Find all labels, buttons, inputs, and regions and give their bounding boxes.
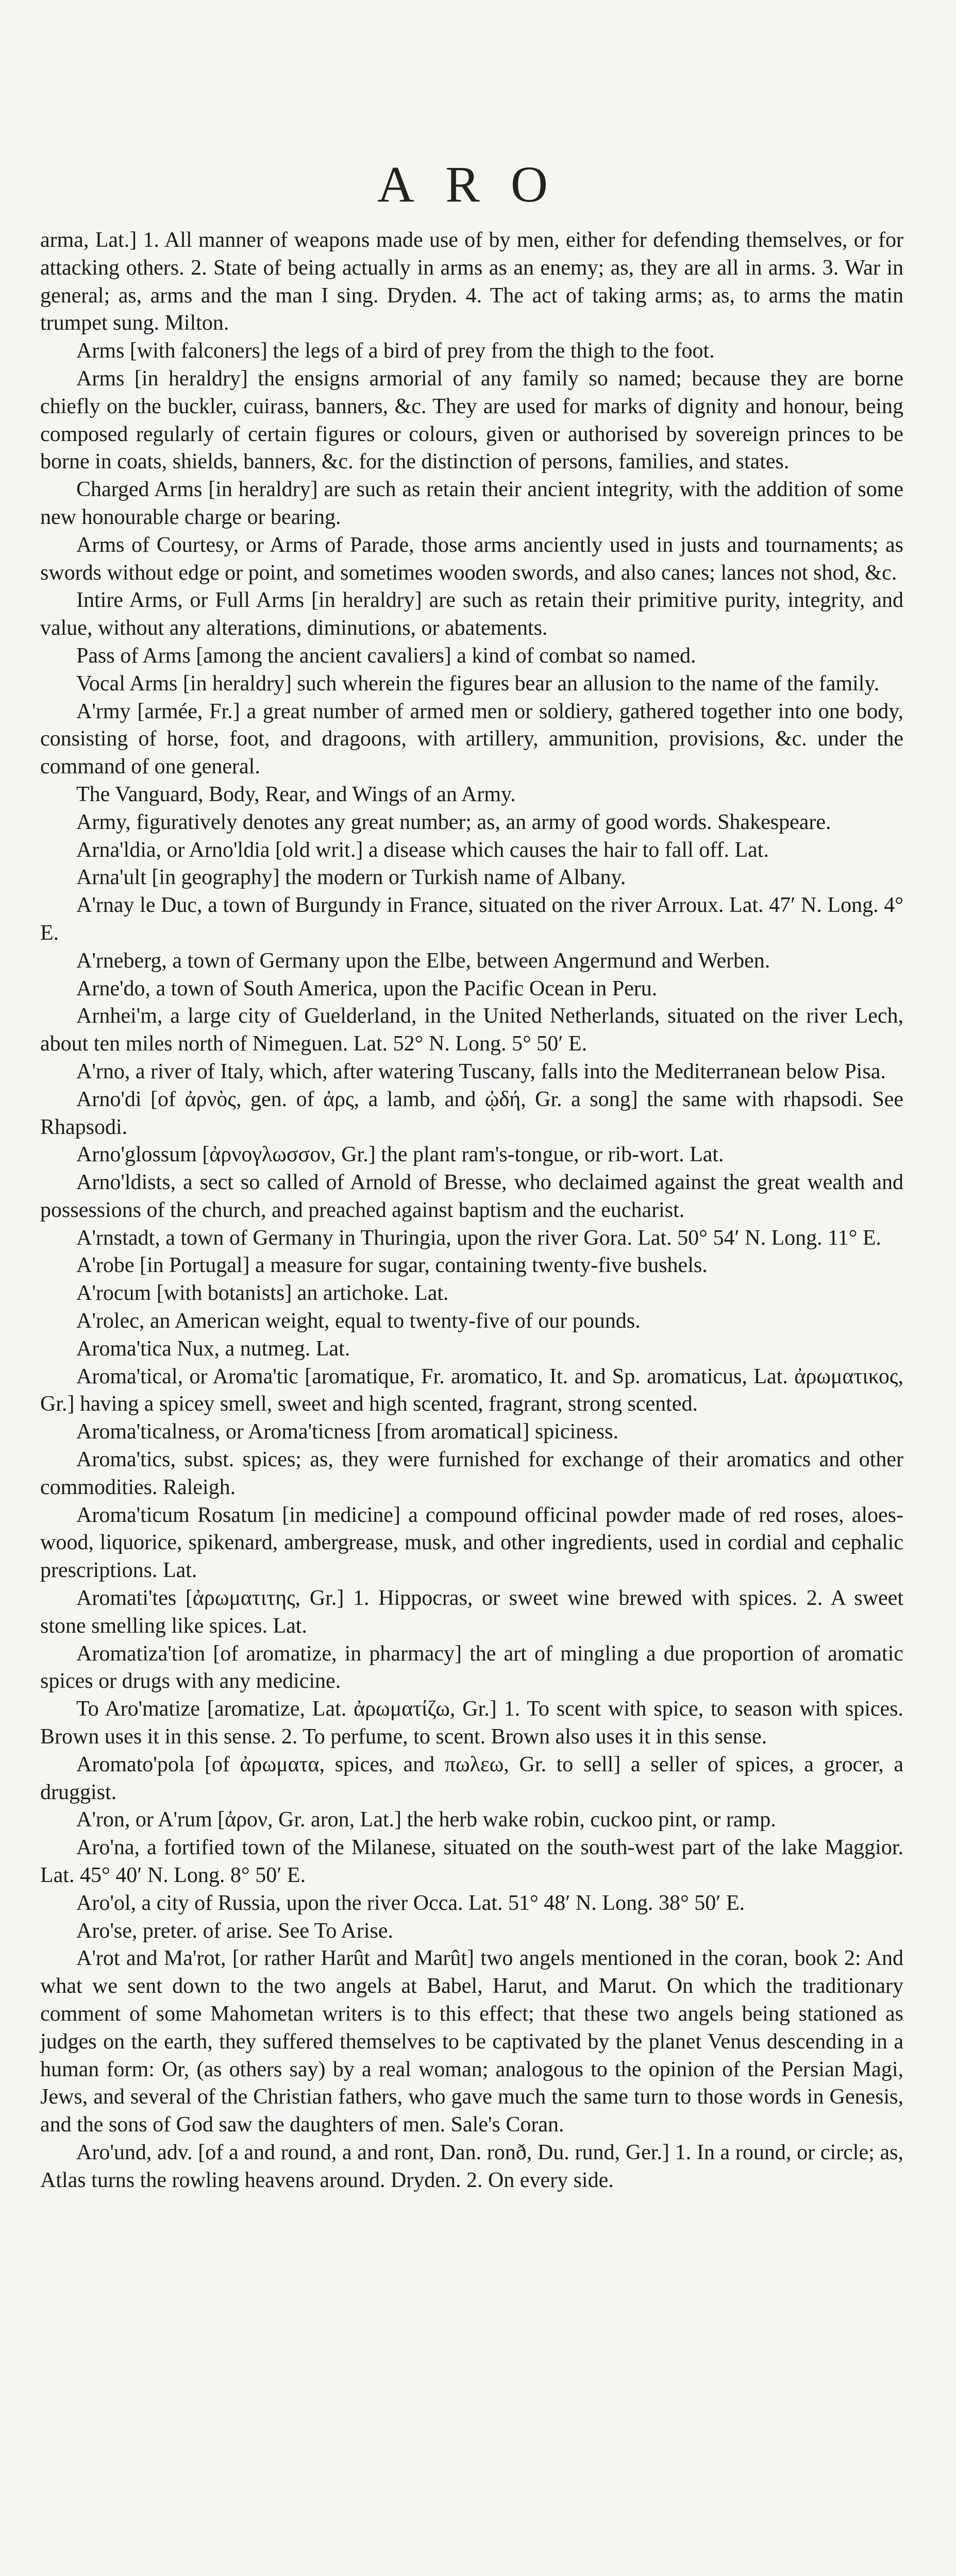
entry-aromatics: Aroma'tics, subst. spices; as, they were furnished for exchange of their aromatics and other commodities. Raleigh. <box>40 1448 903 1499</box>
entry-army: A'rmy [armée, Fr.] a great number of armed men or soldiery, gathered together into one body, consisting of horse, foot, and dragoons, with artillery, ammunition, provisions, &c. under the command of one general. <box>40 699 903 779</box>
entries-column <box>40 227 903 2195</box>
entry-arnoglossum: Arno'glossum [ἀρνογλωσσον, Gr.] the plant ram's-tongue, or rib-wort. Lat. <box>76 1143 724 1167</box>
entry-arms-of-courtesy: Arms of Courtesy, or Arms of Parade, those arms anciently used in justs and tournaments; as swords without edge or point, and sometimes wooden swords, and also canes; lances not shod, &c. <box>40 533 903 585</box>
entry-arms-heraldry: Arms [in heraldry] the ensigns armorial of any family so named; because they are borne chiefly on the buckler, cuirass, banners, &c. They are used for marks of dignity and honour, being composed regularly of certain figures or colours, given or authorised by sovereign princes to be borne in coats, shields, banners, &c. for the distinction of persons, families, and states. <box>40 366 903 474</box>
entry-aromatica-nux: Aroma'tica Nux, a nutmeg. Lat. <box>76 1336 350 1361</box>
entry-aron: A'ron, or A'rum [ἀρον, Gr. aron, Lat.] the herb wake robin, cuckoo pint, or ramp. <box>76 1808 776 1832</box>
entry-aromatical: Aroma'tical, or Aroma'tic [aromatique, Fr. aromatico, It. and Sp. aromaticus, Lat. ἀρωματικος, Gr.] having a spicey smell, sweet and high scented, fragrant, strong scented. <box>40 1364 903 1416</box>
entry-arms-continued: arma, Lat.] 1. All manner of weapons made use of by men, either for defending themselves, or for attacking others. 2. State of being actually in arms as an enemy; as, they are all in arms. 3. War in general; as, arms and the man I sing. Dryden. 4. The act of taking arms; as, to arms the matin trumpet sung. Milton. <box>40 228 903 335</box>
entry-army-parts: The Vanguard, Body, Rear, and Wings of an Army. <box>76 782 516 806</box>
entry-arobe: A'robe [in Portugal] a measure for sugar, containing twenty-five bushels. <box>76 1253 708 1278</box>
entry-pass-of-arms: Pass of Arms [among the ancient cavaliers] a kind of combat so named. <box>76 643 696 668</box>
entry-vocal-arms: Vocal Arms [in heraldry] such wherein the figures bear an allusion to the name of the family. <box>76 671 880 696</box>
entry-arool: Aro'ol, a city of Russia, upon the river Occa. Lat. 51° 48′ N. Long. 38° 50′ E. <box>76 1891 745 1915</box>
entry-arnoldists: Arno'ldists, a sect so called of Arnold of Bresse, who declaimed against the great wealth and possessions of the church, and preached against baptism and the eucharist. <box>40 1171 903 1222</box>
entry-arolec: A'rolec, an American weight, equal to twenty-five of our pounds. <box>76 1309 641 1333</box>
entry-arnault: Arna'ult [in geography] the modern or Turkish name of Albany. <box>76 866 626 890</box>
entry-arms-falconers: Arms [with falconers] the legs of a bird of prey from the thigh to the foot. <box>76 339 715 363</box>
entry-arno: A'rno, a river of Italy, which, after watering Tuscany, falls into the Mediterranean below Pisa. <box>76 1059 886 1083</box>
entry-army-figurative: Army, figuratively denotes any great number; as, an army of good words. Shakespeare. <box>76 810 831 834</box>
entry-arnedo: Arne'do, a town of South America, upon the Pacific Ocean in Peru. <box>76 976 658 1001</box>
entry-around: Aro'und, adv. [of a and round, a and ront, Dan. ronð, Du. rund, Ger.] 1. In a round, or circle; as, Atlas turns the rowling heavens around. Dryden. 2. On every side. <box>40 2140 903 2192</box>
entry-intire-arms: Intire Arms, or Full Arms [in heraldry] are such as retain their primitive purity, integrity, and value, without any alterations, diminutions, or abatements. <box>40 588 903 640</box>
entry-arnstadt: A'rnstadt, a town of Germany in Thuringia, upon the river Gora. Lat. 50° 54′ N. Long. 11° E. <box>76 1226 882 1250</box>
entry-aromatopola: Aromato'pola [of ἀρωματα, spices, and πωλεω, Gr. to sell] a seller of spices, a grocer, a druggist. <box>40 1752 903 1804</box>
entry-arot-and-marot: A'rot and Ma'rot, [or rather Harût and Marût] two angels mentioned in the coran, book 2: And what we sent down to the two angels at Babel, Harut, and Marut. On which the traditionary comment of some Mahometan writers is to this effect; that these two angels being stationed as judges on the earth, they suffered themselves to be captivated by the planet Venus descending in a human form: Or, (as others say) by a real woman; analogous to the opinion of the Persian Magi, Jews, and several of the Christian fathers, who gave much the same turn to those words in Genesis, and the sons of God saw the daughters of men. Sale's Coran. <box>40 1946 903 2137</box>
entry-arnaldia: Arna'ldia, or Arno'ldia [old writ.] a disease which causes the hair to fall off. Lat. <box>76 838 769 862</box>
page-header: ARO <box>377 156 579 213</box>
entry-arnheim: Arnhei'm, a large city of Guelderland, in the United Netherlands, situated on the river Lech, about ten miles north of Nimeguen. Lat. 52° N. Long. 5° 50′ E. <box>40 1004 903 1056</box>
entry-arnay-le-duc: A'rnay le Duc, a town of Burgundy in France, situated on the river Arroux. Lat. 47′ N. Long. 4° E. <box>40 893 903 945</box>
entry-aromatization: Aromatiza'tion [of aromatize, in pharmacy] the art of mingling a due proportion of aromatic spices or drugs with any medicine. <box>40 1641 903 1693</box>
entry-arneberg: A'rneberg, a town of Germany upon the Elbe, between Angermund and Werben. <box>76 948 770 973</box>
entry-aromaticalness: Aroma'ticalness, or Aroma'ticness [from aromatical] spiciness. <box>76 1420 618 1444</box>
entry-charged-arms: Charged Arms [in heraldry] are such as retain their ancient integrity, with the addition of some new honourable charge or bearing. <box>40 478 903 529</box>
entry-aromaticum-rosatum: Aroma'ticum Rosatum [in medicine] a compound officinal powder made of red roses, aloes-wood, liquorice, spikenard, ambergrease, musk, and other ingredients, used in cordial and cephalic prescriptions. Lat. <box>40 1503 903 1583</box>
entry-arnodi: Arno'di [of ἀρνὸς, gen. of ἀρς, a lamb, and ᾠδή, Gr. a song] the same with rhapsodi. See Rhapsodi. <box>40 1087 903 1139</box>
entry-aromatites: Aromati'tes [ἀρωματιτης, Gr.] 1. Hippocras, or sweet wine brewed with spices. 2. A sweet stone smelling like spices. Lat. <box>40 1586 903 1638</box>
entry-arose: Aro'se, preter. of arise. See To Arise. <box>76 1919 394 1943</box>
entry-to-aromatize: To Aro'matize [aromatize, Lat. ἀρωματίζω, Gr.] 1. To scent with spice, to season with spices. Brown uses it in this sense. 2. To perfume, to scent. Brown also uses it in this sense. <box>40 1697 903 1749</box>
entry-arocum: A'rocum [with botanists] an artichoke. Lat. <box>76 1281 449 1306</box>
entry-arona: Aro'na, a fortified town of the Milanese, situated on the south-west part of the lake Maggior. Lat. 45° 40′ N. Long. 8° 50′ E. <box>40 1836 903 1888</box>
